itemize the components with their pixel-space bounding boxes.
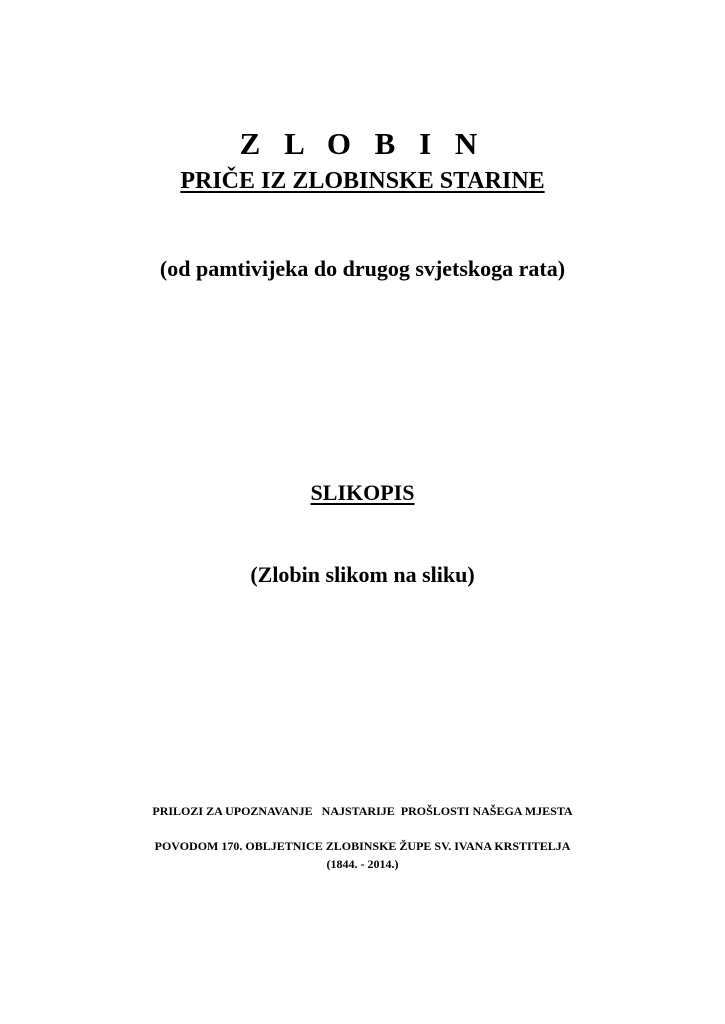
footer-line-contributions: PRILOZI ZA UPOZNAVANJE NAJSTARIJE PROŠLOSTI NAŠEGA MJESTA [152,804,573,818]
footer-line-anniversary: POVODOM 170. OBLJETNICE ZLOBINSKE ŽUPE SV. IVANA KRSTITELJA [154,839,571,853]
document-period: (od pamtivijeka do drugog svjetskoga rata) [159,256,566,281]
footer-line-years: (1844. - 2014.) [326,857,399,871]
section-title: SLIKOPIS [310,480,415,505]
document-subtitle: PRIČE IZ ZLOBINSKE STARINE [180,168,545,194]
document-title: Z L O B I N [239,126,486,161]
section-subtitle: (Zlobin slikom na sliku) [250,562,475,587]
